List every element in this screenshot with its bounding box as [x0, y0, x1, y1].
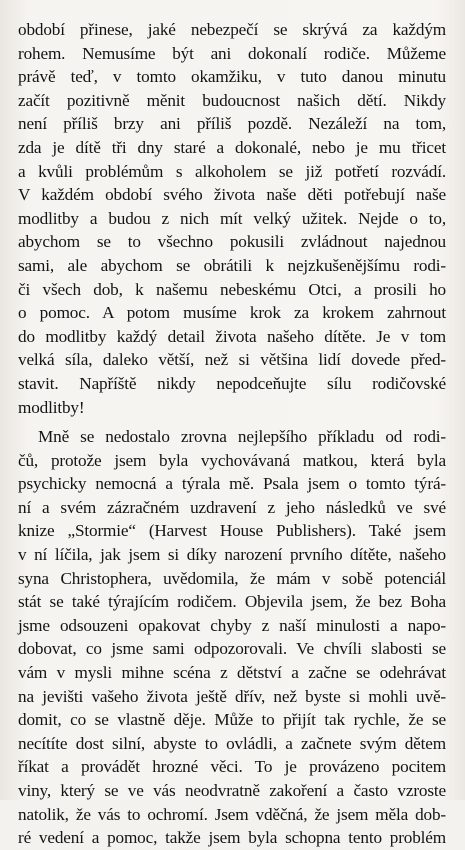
text-line: říkat a provádět hrozné věci. To je provázeno pocitem — [18, 757, 446, 777]
text-line: rohem. Nemusíme být ani dokonalí rodiče. Můžeme — [18, 43, 446, 63]
text-line: vám v mysli mihne scéna z dětství a začne se odehrávat — [18, 663, 446, 683]
text-line: stát se také týrajícím rodičem. Objevila jsem, že bez Boha — [18, 592, 446, 612]
text-line: psychicky nemocná a týrala mě. Psala jsem o tomto týrá- — [18, 474, 446, 494]
text-line: o pomoc. A potom musíme krok za krokem zahrnout — [18, 303, 446, 323]
text-line: viny, který se ve vás neodvratně zakoření a často vzroste — [18, 781, 446, 800]
text-line: syna Christophera, uvědomila, že mám v sobě potenciál — [18, 568, 446, 588]
paragraph-2 — [18, 425, 446, 850]
text-line: a kvůli problémům s alkoholem se již potřetí rozvádí. — [18, 161, 446, 181]
text-line: necítíte dost silní, abyste to ovládli, a začnete svým dětem — [18, 733, 446, 753]
text-line: není příliš brzy ani příliš pozdě. Nezáleží na tom, — [18, 114, 446, 134]
text-line: V každém období svého života naše děti potřebují naše — [18, 185, 446, 205]
text-line: modlitby! — [18, 397, 85, 417]
text-line: ní a svém zázračném uzdravení z jeho následků ve své — [18, 497, 446, 517]
text-line: velká síla, daleko větší, než si většina lidí dovede před- — [18, 350, 446, 370]
text-line: domit, co se vlastně děje. Může to přijít tak rychle, že se — [18, 710, 446, 730]
text-line: na jevišti vašeho života ještě dřív, než byste si mohli uvě- — [18, 686, 446, 706]
text-line: právě teď, v tomto okamžiku, v tuto danou minutu — [18, 67, 446, 87]
text-line: jsme odsouzeni opakovat chyby z naší minulosti a napo- — [18, 615, 446, 635]
text-line: stavit. Napříště nikdy nepodceňujte sílu rodičovské — [18, 373, 446, 393]
text-line: Mně se nedostalo zrovna nejlepšího příkladu od rodi- — [38, 427, 446, 447]
text-line: modlitby a budou z nich mít velký užitek. Nejde o to, — [18, 208, 446, 228]
text-line: čů, protože jsem byla vychovávaná matkou, která byla — [18, 450, 446, 470]
text-line: období přinese, jaké nebezpečí se skrývá za každým — [18, 20, 446, 39]
text-line: natolik, že vás to ochromí. Jsem vděčná, že jsem měla dob- — [18, 804, 446, 824]
paragraph-1 — [18, 18, 446, 419]
text-line: dobovat, co jsme sami odpozorovali. Ve chvíli slabosti se — [18, 639, 446, 659]
text-line: či všech dob, k našemu nebeskému Otci, a prosili ho — [18, 279, 446, 299]
text-line: začít pozitivně měnit budoucnost našich dětí. Nikdy — [18, 90, 446, 110]
text-line: knize „Stormie“ (Harvest House Publishers). Také jsem — [18, 521, 446, 541]
text-line: zda je dítě tři dny staré a dokonalé, nebo je mu třicet — [18, 137, 446, 157]
text-line: v ní líčila, jak jsem si díky narození prvního dítěte, našeho — [18, 545, 446, 565]
text-line: sami, ale abychom se obrátili k nejzkušenějšímu rodi- — [18, 255, 446, 275]
text-line: abychom se to všechno pokusili zvládnout najednou — [18, 232, 446, 252]
text-line: ré vedení a pomoc, takže jsem byla schopna tento problém — [18, 828, 446, 848]
body-text — [18, 18, 446, 850]
text-line: do modlitby každý detail života našeho dítěte. Je v tom — [18, 326, 446, 346]
